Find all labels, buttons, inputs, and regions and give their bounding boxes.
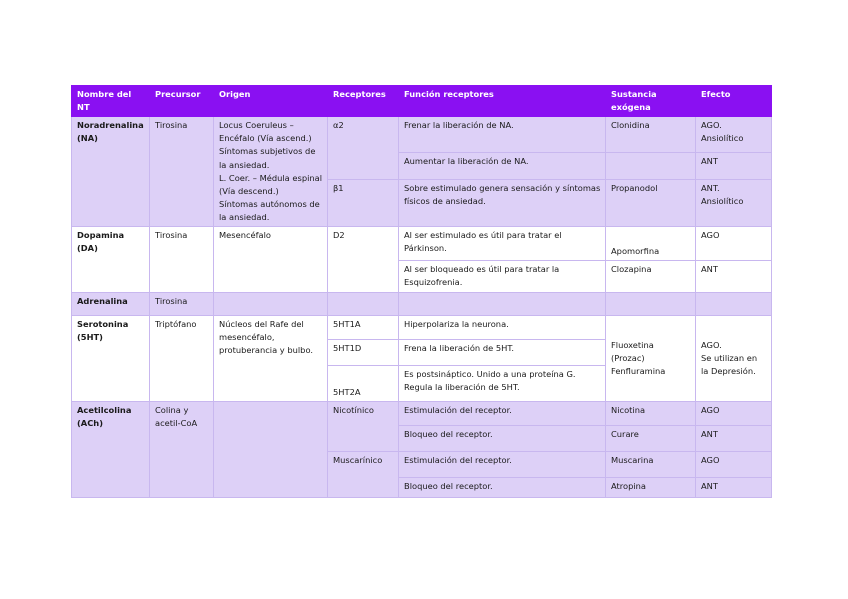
table-row <box>72 117 772 153</box>
nt-name-da: Dopamina (DA) <box>72 226 150 292</box>
substance-cell: Muscarina <box>606 451 696 477</box>
substance-cell <box>606 152 696 179</box>
function-cell: Bloqueo del receptor. <box>399 477 606 497</box>
header-effect: Efecto <box>696 86 772 117</box>
precursor-na: Tirosina <box>150 117 214 227</box>
effect-cell: AGO. Ansiolítico <box>696 117 772 153</box>
origin-na: Locus Coeruleus – Encéfalo (Vía ascend.) Síntomas subjetivos de la ansiedad. L. Coer. – Médula espinal (Vía descend.) Síntomas autónomos de la ansiedad. <box>214 117 328 227</box>
function-cell: Aumentar la liberación de NA. <box>399 152 606 179</box>
receptor-adr <box>328 292 399 315</box>
substance-cell: Nicotina <box>606 401 696 425</box>
function-cell: Sobre estimulado genera sensación y síntomas físicos de ansiedad. <box>399 180 606 226</box>
table-row <box>72 315 772 339</box>
function-cell: Al ser bloqueado es útil para tratar la Esquizofrenia. <box>399 260 606 292</box>
substance-cell: Propanodol <box>606 180 696 226</box>
function-cell: Estimulación del receptor. <box>399 401 606 425</box>
substance-cell: Clozapina <box>606 260 696 292</box>
nt-name-5ht: Serotonina (5HT) <box>72 315 150 401</box>
precursor-adr: Tirosina <box>150 292 214 315</box>
header-precursor: Precursor <box>150 86 214 117</box>
function-cell: Es postsináptico. Unido a una proteína G. Regula la liberación de 5HT. <box>399 365 606 401</box>
effect-cell: AGO <box>696 451 772 477</box>
receptor-alpha2: α2 <box>328 117 399 180</box>
effect-cell: ANT. Ansiolítico <box>696 180 772 226</box>
header-receptors: Receptores <box>328 86 399 117</box>
effect-5ht: AGO. Se utilizan en la Depresión. <box>696 315 772 401</box>
effect-adr <box>696 292 772 315</box>
substance-cell: Atropina <box>606 477 696 497</box>
substance-adr <box>606 292 696 315</box>
effect-cell: AGO <box>696 226 772 260</box>
receptor-5ht1a: 5HT1A <box>328 315 399 339</box>
function-cell: Frena la liberación de 5HT. <box>399 339 606 365</box>
function-adr <box>399 292 606 315</box>
substance-cell: Apomorfina <box>606 226 696 260</box>
function-cell: Bloqueo del receptor. <box>399 425 606 451</box>
nt-name-adr: Adrenalina <box>72 292 150 315</box>
header-row <box>72 86 772 117</box>
origin-da: Mesencéfalo <box>214 226 328 292</box>
precursor-ach: Colina y acetil-CoA <box>150 401 214 497</box>
receptor-5ht2a: 5HT2A <box>328 365 399 401</box>
origin-ach <box>214 401 328 497</box>
receptor-nicotinic: Nicotínico <box>328 401 399 451</box>
receptor-beta1: β1 <box>328 180 399 226</box>
precursor-5ht: Triptófano <box>150 315 214 401</box>
header-function: Función receptores <box>399 86 606 117</box>
neurotransmitter-table <box>71 85 772 498</box>
effect-cell: ANT <box>696 425 772 451</box>
function-cell: Frenar la liberación de NA. <box>399 117 606 153</box>
precursor-da: Tirosina <box>150 226 214 292</box>
substance-cell: Curare <box>606 425 696 451</box>
nt-name-ach: Acetilcolina (ACh) <box>72 401 150 497</box>
nt-name-na: Noradrenalina (NA) <box>72 117 150 227</box>
function-cell: Estimulación del receptor. <box>399 451 606 477</box>
function-cell: Hiperpolariza la neurona. <box>399 315 606 339</box>
table-row <box>72 226 772 260</box>
origin-adr <box>214 292 328 315</box>
effect-cell: AGO <box>696 401 772 425</box>
receptor-d2: D2 <box>328 226 399 292</box>
receptor-muscarinic: Muscarínico <box>328 451 399 497</box>
effect-cell: ANT <box>696 477 772 497</box>
origin-5ht: Núcleos del Rafe del mesencéfalo, protuberancia y bulbo. <box>214 315 328 401</box>
header-substance: Sustancia exógena <box>606 86 696 117</box>
effect-cell: ANT <box>696 260 772 292</box>
receptor-5ht1d: 5HT1D <box>328 339 399 365</box>
effect-cell: ANT <box>696 152 772 179</box>
header-origin: Origen <box>214 86 328 117</box>
substance-5ht: Fluoxetina (Prozac) Fenfluramina <box>606 315 696 401</box>
function-cell: Al ser estimulado es útil para tratar el Párkinson. <box>399 226 606 260</box>
substance-cell: Clonidina <box>606 117 696 153</box>
table-row <box>72 292 772 315</box>
table-row <box>72 401 772 425</box>
header-nt-name: Nombre del NT <box>72 86 150 117</box>
